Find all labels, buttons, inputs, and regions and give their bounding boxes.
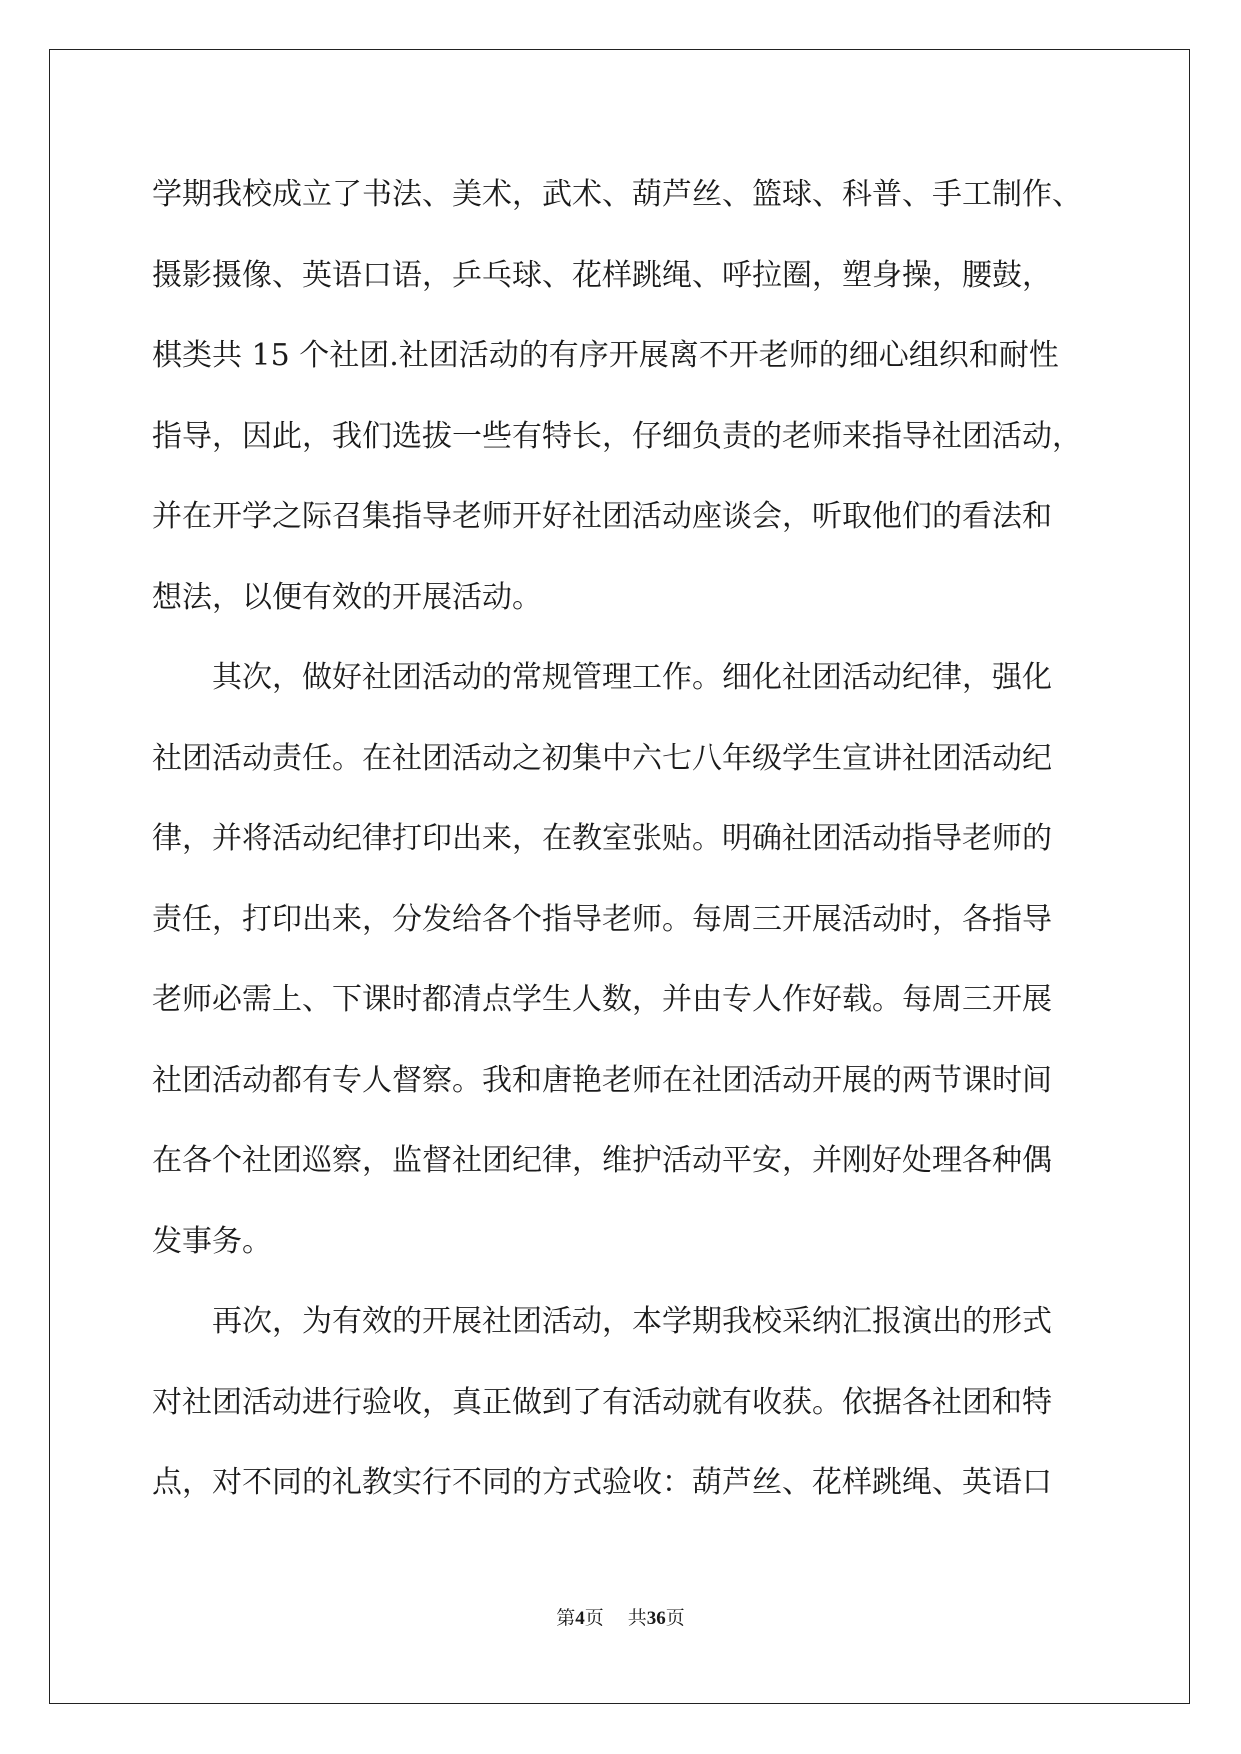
text-line: 律，并将活动纪律打印出来，在教室张贴。明确社团活动指导老师的 <box>152 821 1052 856</box>
text-line: 学期我校成立了书法、美术，武术、葫芦丝、篮球、科普、手工制作、 <box>152 177 1082 212</box>
text-line: 社团活动责任。在社团活动之初集中六七八年级学生宣讲社团活动纪 <box>152 740 1052 776</box>
text-line: 其次，做好社团活动的常规管理工作。细化社团活动纪律，强化 <box>152 660 1052 695</box>
text-line: 再次，为有效的开展社团活动，本学期我校采纳汇报演出的形式 <box>152 1304 1052 1339</box>
text-line: 社团活动都有专人督察。我和唐艳老师在社团活动开展的两节课时间 <box>152 1062 1052 1098</box>
page-suffix: 页 <box>584 1607 604 1629</box>
text-line: 想法，以便有效的开展活动。 <box>152 579 542 615</box>
total-suffix: 页 <box>665 1607 685 1629</box>
text-line: 摄影摄像、英语口语，乒乓球、花样跳绳、呼拉圈，塑身操，腰鼓， <box>152 257 1052 293</box>
page-number: 4 <box>575 1608 585 1629</box>
text-line: 发事务。 <box>152 1223 272 1259</box>
text-line: 责任，打印出来，分发给各个指导老师。每周三开展活动时，各指导 <box>152 901 1052 937</box>
total-prefix: 共 <box>627 1607 647 1629</box>
text-line: 在各个社团巡察，监督社团纪律，维护活动平安，并刚好处理各种偶 <box>152 1143 1052 1178</box>
text-line: 并在开学之际召集指导老师开好社团活动座谈会，听取他们的看法和 <box>152 499 1052 534</box>
total-pages: 36 <box>646 1608 666 1629</box>
page-prefix: 第 <box>556 1607 576 1629</box>
text-line: 老师必需上、下课时都清点学生人数，并由专人作好载。每周三开展 <box>152 982 1052 1017</box>
text-line: 点，对不同的礼教实行不同的方式验收：葫芦丝、花样跳绳、英语口 <box>152 1465 1052 1500</box>
text-line: 棋类共 15 个社团.社团活动的有序开展离不开老师的细心组织和耐性 <box>152 338 1059 373</box>
text-line: 对社团活动进行验收，真正做到了有活动就有收获。依据各社团和特 <box>152 1384 1052 1420</box>
document-body <box>152 155 1092 1524</box>
page-footer <box>0 1603 1241 1630</box>
text-line: 指导，因此，我们选拔一些有特长，仔细负责的老师来指导社团活动， <box>152 418 1082 454</box>
